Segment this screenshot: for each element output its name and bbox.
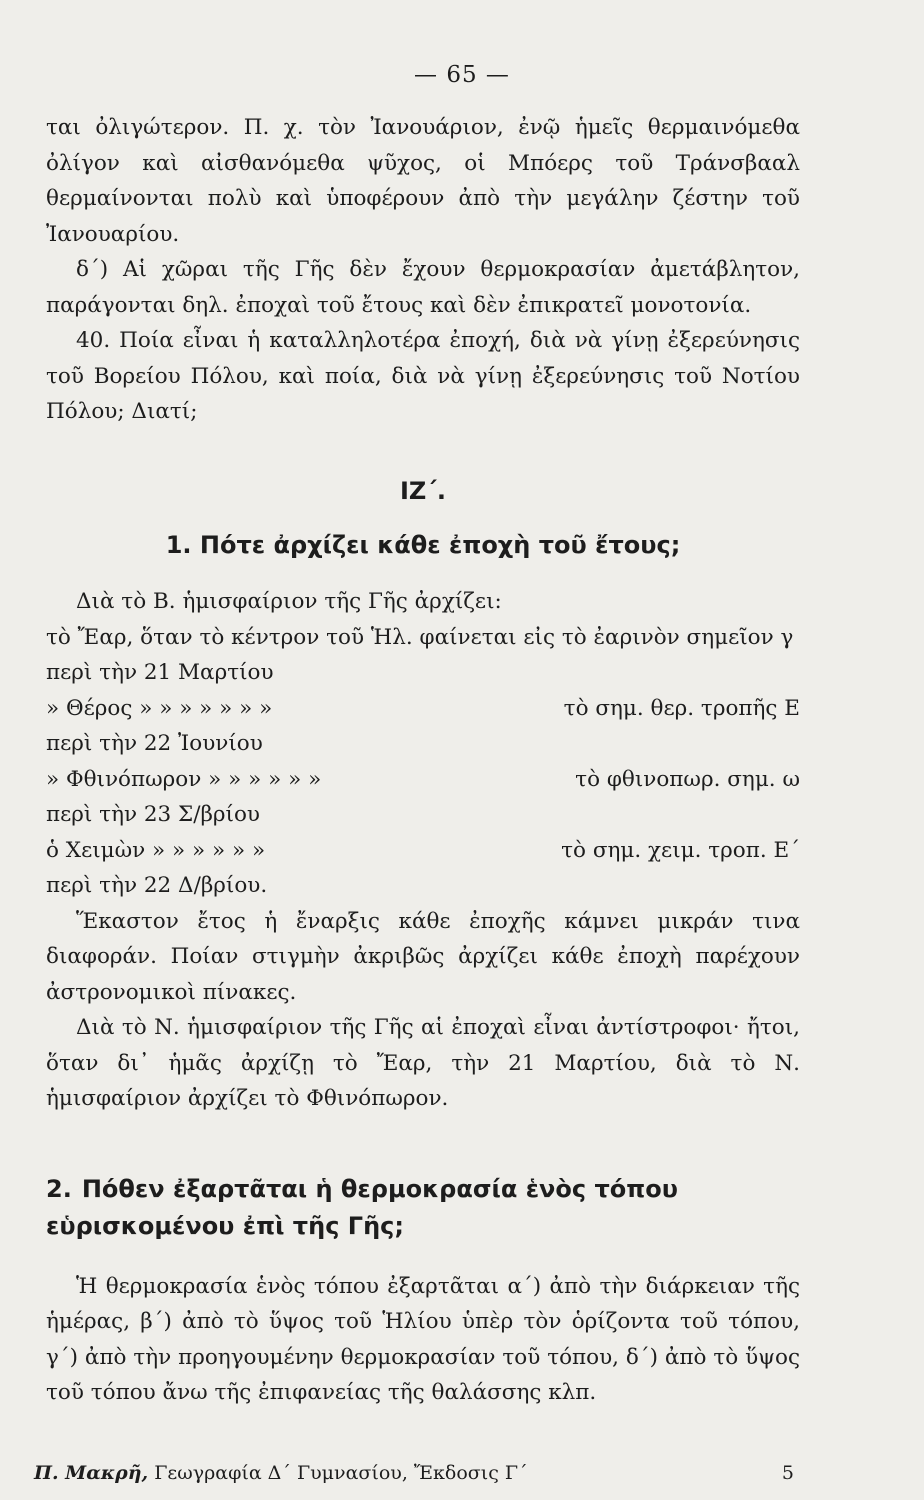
spring-line: τὸ Ἔαρ, ὅταν τὸ κέντρον τοῦ Ἡλ. φαίνεται εἰς τὸ ἐαρινὸν σημεῖον γ [46,624,794,650]
heading-number: 2. [46,1174,72,1203]
summer-label: » Θέρος » » » » » » » [46,695,273,721]
summer-line [46,691,800,727]
paragraph-continuation: ται ὀλιγώτερον. Π. χ. τὸν Ἰανουάριον, ἐνῷ ἡμεῖς θερμαινόμεθα ὀλίγον καὶ αἰσθανόμεθα ψῦχος, οἱ Μπόερς τοῦ Τράνσβααλ θερμαίνονται πολὺ καὶ ὑποφέρουν ἀπὸ τὴν μεγάλην ζέστην τοῦ Ἰανουαρίου. [46,115,800,247]
autumn-label: » Φθινόπωρον » » » » » » [46,766,322,792]
summer-date: περὶ τὴν 22 Ἰουνίου [46,731,263,756]
heading-seasons: 1. Πότε ἀρχίζει κάθε ἐποχὴ τοῦ ἔτους; [165,531,681,559]
heading-text: Πόθεν ἐξαρτᾶται ἡ θερμοκρασία ἑνὸς τόπου εὑρισκομένου ἐπὶ τῆς Γῆς; [46,1174,678,1240]
winter-date: περὶ τὴν 22 Δ/βρίου. [46,873,268,898]
autumn-point: τὸ φθινοπωρ. σημ. ω [575,766,800,792]
page-content [46,110,800,1411]
spring-date: περὶ τὴν 21 Μαρτίου [46,660,274,685]
footer-signature: 5 [781,1462,794,1484]
seasons-intro: Διὰ τὸ Β. ἡμισφαίριον τῆς Γῆς ἀρχίζει: [76,589,502,614]
footer-author: Π. Μακρῆ, [34,1462,149,1484]
paragraph-variation: Ἕκαστον ἔτος ἡ ἔναρξις κάθε ἐποχῆς κάμνει μικράν τινα διαφοράν. Ποίαν στιγμὴν ἀκριβῶς ἀρχίζει κάθε ἐποχὴ παρέχουν ἀστρονομικοὶ πίνακες. [46,908,800,1005]
winter-line [46,833,800,869]
heading-temperature [46,1171,800,1245]
section-title: ΙΖ΄. [399,476,447,505]
paragraph-south: Διὰ τὸ Ν. ἡμισφαίριον τῆς Γῆς αἱ ἐποχαὶ εἶναι ἀντίστροφοι· ἤτοι, ὅταν δι᾽ ἡμᾶς ἀρχίζῃ τὸ Ἔαρ, τὴν 21 Μαρτίου, διὰ τὸ Ν. ἡμισφαίριον ἀρχίζει τὸ Φθινόπωρον. [46,1015,800,1111]
page-footer [34,1462,794,1484]
winter-label: ὁ Χειμὼν » » » » » » [46,837,266,863]
paragraph-temperature: Ἡ θερμοκρασία ἑνὸς τόπου ἐξαρτᾶται α΄) ἀπὸ τὴν διάρκειαν τῆς ἡμέρας, β΄) ἀπὸ τὸ ὕψος τοῦ Ἡλίου ὑπὲρ τὸν ὁρίζοντα τοῦ τόπου, γ΄) ἀπὸ τὴν προηγουμένην θερμοκρασίαν τοῦ τόπου, δ΄) ἀπὸ τὸ ὕψος τοῦ τόπου ἄνω τῆς ἐπιφανείας τῆς θαλάσσης κλπ. [46,1273,800,1405]
autumn-line [46,762,800,798]
autumn-date: περὶ τὴν 23 Σ/βρίου [46,802,261,827]
page-number: — 65 — [414,62,510,88]
winter-point: τὸ σημ. χειμ. τροπ. Ε΄ [561,837,800,863]
summer-point: τὸ σημ. θερ. τροπῆς Ε [563,695,800,721]
paragraph-d: δ΄) Αἱ χῶραι τῆς Γῆς δὲν ἔχουν θερμοκρασίαν ἀμετάβλητον, παράγονται δηλ. ἐποχαὶ τοῦ ἔτους καὶ δὲν ἐπικρατεῖ μονοτονία. [46,257,800,318]
footer-title: Γεωγραφία Δ΄ Γυμνασίου, Ἔκδοσις Γ΄ [154,1462,528,1484]
exercise-40: 40. Ποία εἶναι ἡ καταλληλοτέρα ἐποχή, διὰ νὰ γίνῃ ἐξερεύνησις τοῦ Βορείου Πόλου, καὶ ποία, διὰ νὰ γίνῃ ἐξερεύνησις τοῦ Νοτίου Πόλου; Διατί; [46,328,800,424]
